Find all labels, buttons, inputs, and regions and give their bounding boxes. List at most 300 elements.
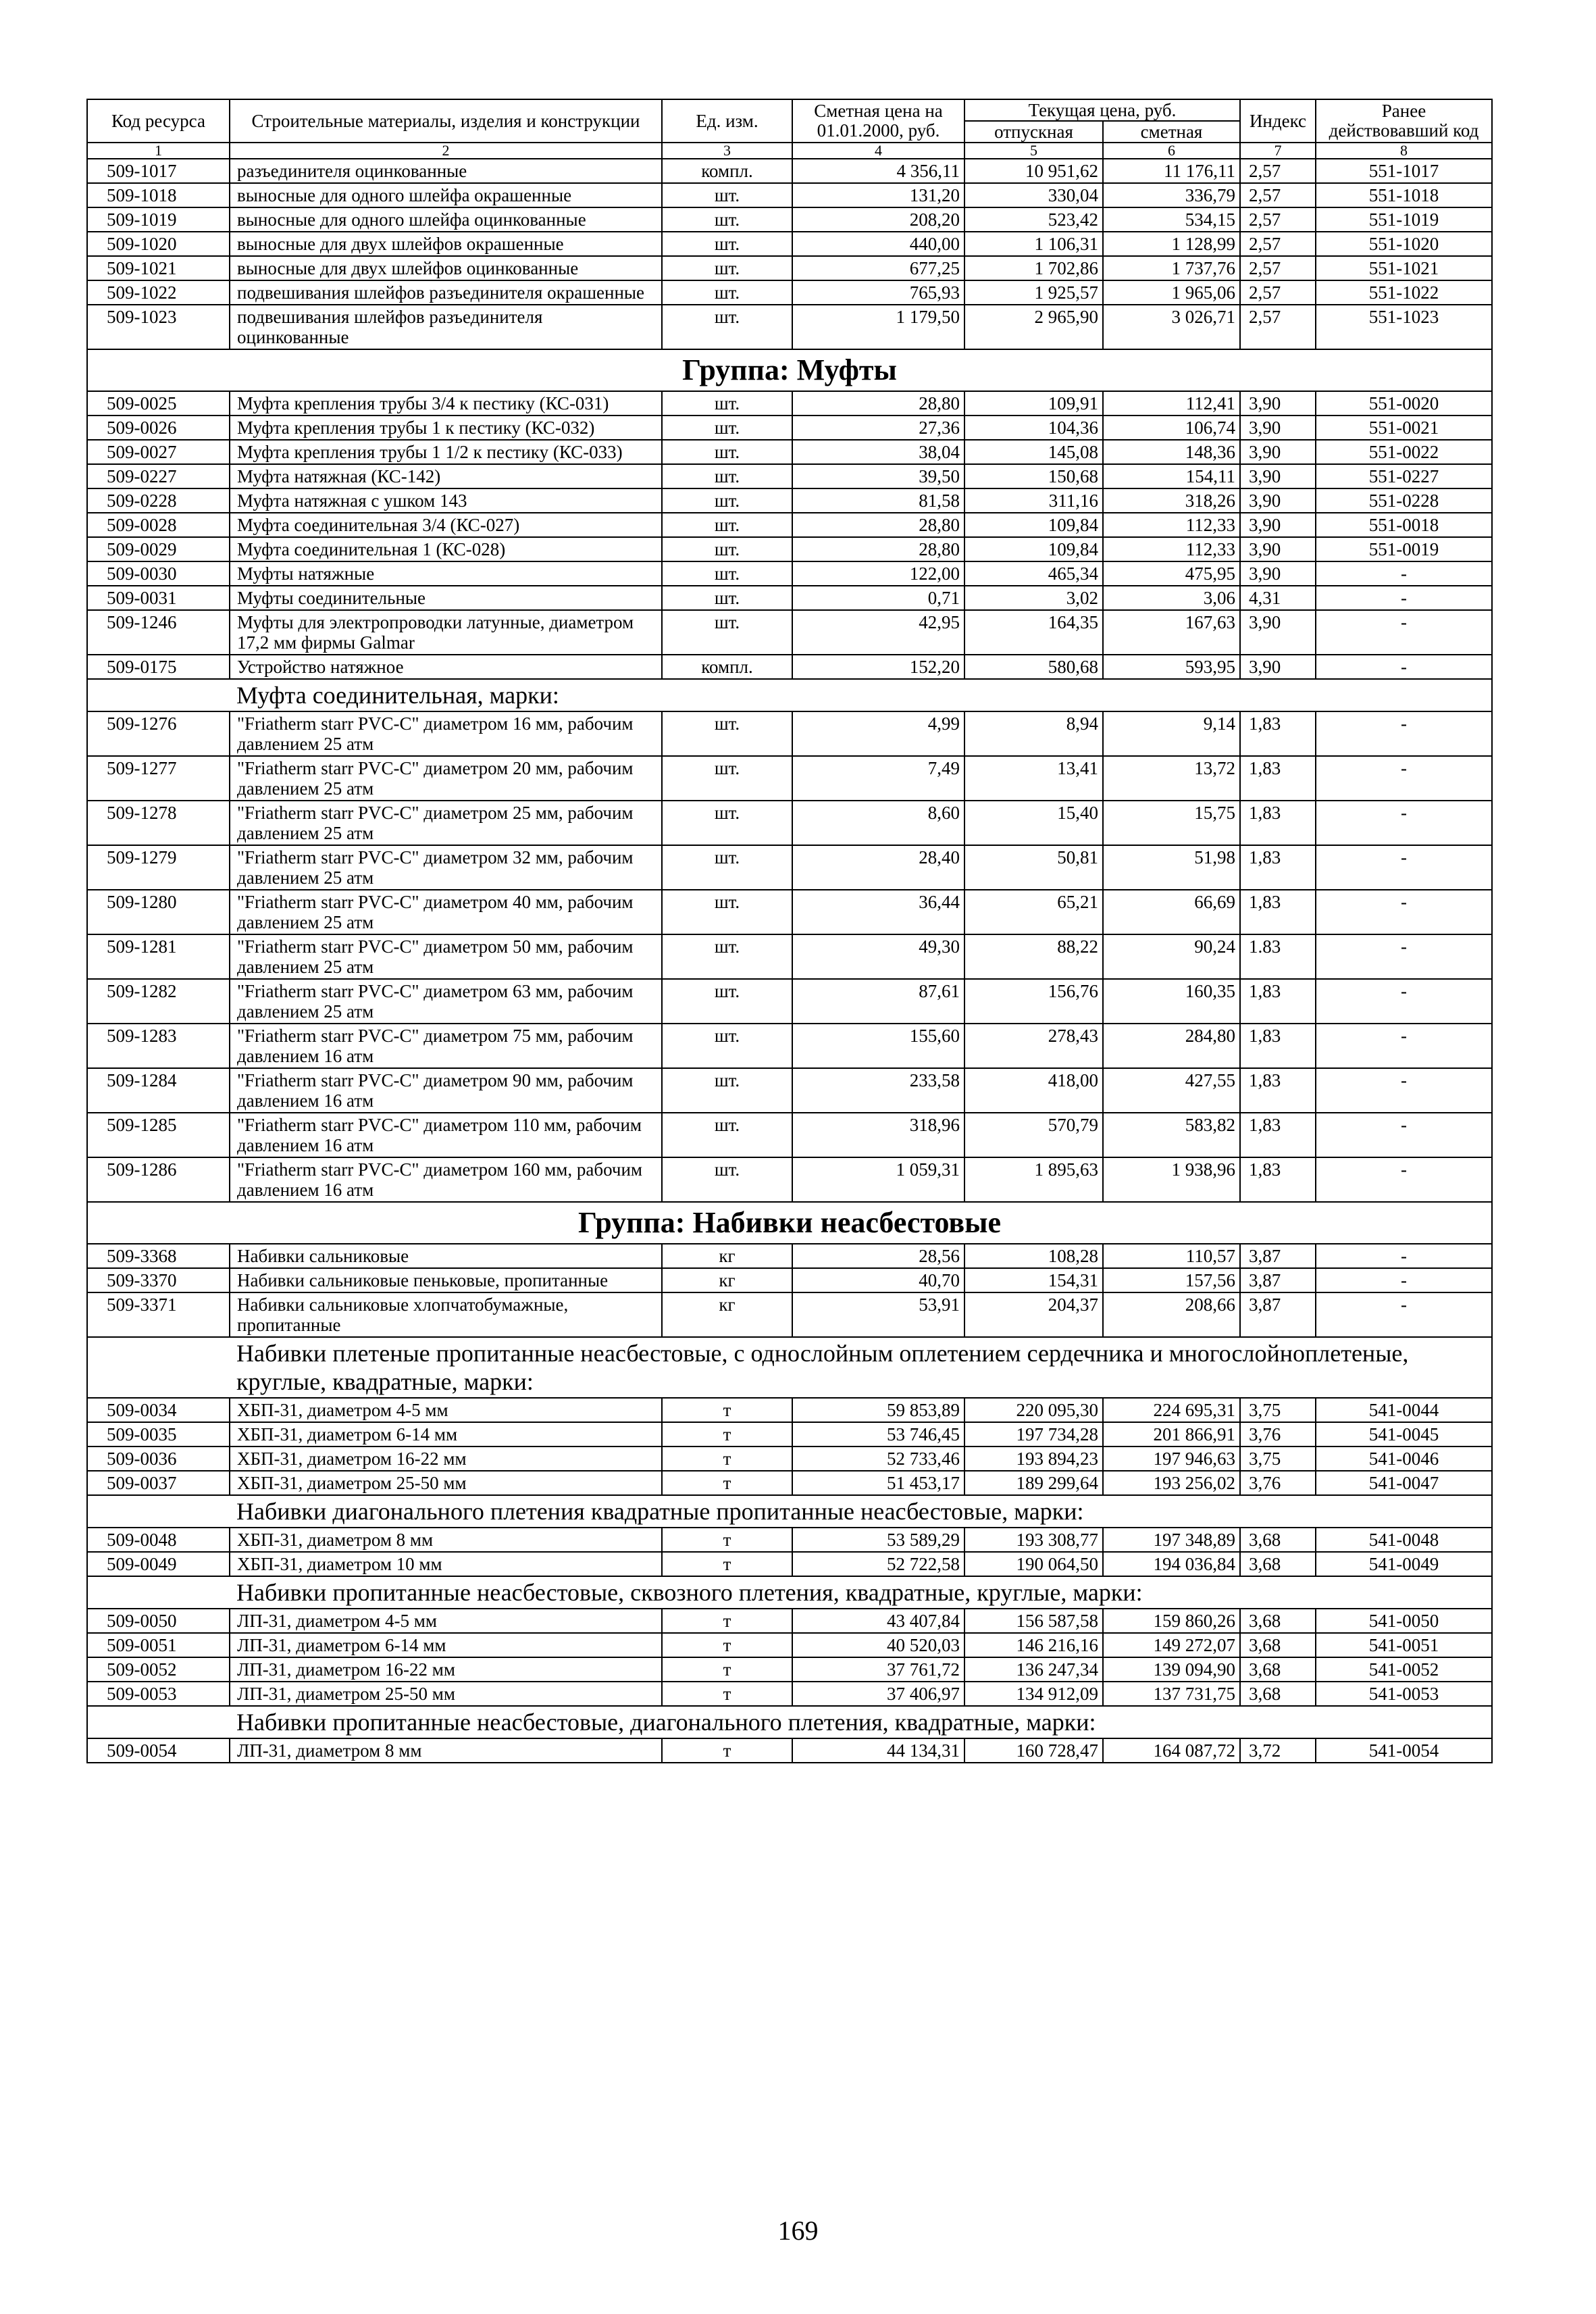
prev-code-cell: - (1316, 610, 1492, 655)
unit-cell: шт. (662, 1068, 792, 1113)
table-row (87, 1633, 1492, 1657)
material-name: ХБП-31, диаметром 16-22 мм (230, 1447, 662, 1471)
price-2000-cell: 1 059,31 (792, 1157, 964, 1202)
material-name: "Friatherm starr PVC-C" диаметром 90 мм, рабочим давлением 16 атм (230, 1068, 662, 1113)
estimated-price-cell: 139 094,90 (1103, 1657, 1240, 1682)
estimated-price-cell: 1 737,76 (1103, 256, 1240, 280)
index-cell: 3,87 (1240, 1268, 1316, 1292)
estimated-price-cell: 11 176,11 (1103, 159, 1240, 183)
unit-cell: т (662, 1633, 792, 1657)
price-2000-cell: 44 134,31 (792, 1738, 964, 1763)
resource-code: 509-0051 (87, 1633, 230, 1657)
unit-cell: шт. (662, 416, 792, 440)
resource-code: 509-0028 (87, 513, 230, 537)
material-name: "Friatherm starr PVC-C" диаметром 110 мм, рабочим давлением 16 атм (230, 1113, 662, 1157)
release-price-cell: 104,36 (964, 416, 1103, 440)
price-table-sheet (86, 99, 1491, 1763)
index-cell: 3,68 (1240, 1633, 1316, 1657)
prev-code-cell: 551-0228 (1316, 488, 1492, 513)
prev-code-cell: - (1316, 1157, 1492, 1202)
release-price-cell: 88,22 (964, 934, 1103, 979)
unit-cell: шт. (662, 1157, 792, 1202)
page-number: 169 (777, 2215, 819, 2246)
group-heading-row (87, 1202, 1492, 1244)
release-price-cell: 150,68 (964, 464, 1103, 488)
header-code: Код ресурса (87, 99, 230, 143)
price-2000-cell: 318,96 (792, 1113, 964, 1157)
table-row (87, 183, 1492, 207)
table-row (87, 1528, 1492, 1552)
index-cell: 3,68 (1240, 1552, 1316, 1576)
index-cell: 3,68 (1240, 1609, 1316, 1633)
estimated-price-cell: 112,33 (1103, 537, 1240, 561)
material-name: Устройство натяжное (230, 655, 662, 679)
price-2000-cell: 4,99 (792, 711, 964, 756)
estimated-price-cell: 284,80 (1103, 1024, 1240, 1068)
price-2000-cell: 152,20 (792, 655, 964, 679)
unit-cell: т (662, 1552, 792, 1576)
table-row (87, 1447, 1492, 1471)
price-2000-cell: 43 407,84 (792, 1609, 964, 1633)
resource-code: 509-0048 (87, 1528, 230, 1552)
index-cell: 3,75 (1240, 1447, 1316, 1471)
unit-cell: шт. (662, 756, 792, 801)
estimated-price-cell: 197 946,63 (1103, 1447, 1240, 1471)
column-number: 5 (964, 143, 1103, 159)
group-heading-row (87, 349, 1492, 391)
index-cell: 1,83 (1240, 890, 1316, 934)
price-2000-cell: 38,04 (792, 440, 964, 464)
unit-cell: шт. (662, 207, 792, 232)
table-row (87, 1268, 1492, 1292)
index-cell: 3,87 (1240, 1244, 1316, 1268)
release-price-cell: 156 587,58 (964, 1609, 1103, 1633)
table-row (87, 1609, 1492, 1633)
table-row (87, 232, 1492, 256)
material-name: Муфты натяжные (230, 561, 662, 586)
unit-cell: шт. (662, 979, 792, 1024)
index-cell: 3,90 (1240, 561, 1316, 586)
estimated-price-cell: 164 087,72 (1103, 1738, 1240, 1763)
table-row (87, 1738, 1492, 1763)
release-price-cell: 311,16 (964, 488, 1103, 513)
resource-code: 509-1282 (87, 979, 230, 1024)
release-price-cell: 109,84 (964, 537, 1103, 561)
table-row (87, 1157, 1492, 1202)
resource-code: 509-3370 (87, 1268, 230, 1292)
price-2000-cell: 155,60 (792, 1024, 964, 1068)
resource-code: 509-0049 (87, 1552, 230, 1576)
prev-code-cell: 541-0051 (1316, 1633, 1492, 1657)
material-name: "Friatherm starr PVC-C" диаметром 32 мм, рабочим давлением 25 атм (230, 845, 662, 890)
prev-code-cell: 551-0227 (1316, 464, 1492, 488)
resource-code: 509-1021 (87, 256, 230, 280)
index-cell: 2,57 (1240, 232, 1316, 256)
material-name: "Friatherm starr PVC-C" диаметром 75 мм, рабочим давлением 16 атм (230, 1024, 662, 1068)
prev-code-cell: - (1316, 934, 1492, 979)
material-name: ХБП-31, диаметром 8 мм (230, 1528, 662, 1552)
estimated-price-cell: 110,57 (1103, 1244, 1240, 1268)
price-2000-cell: 53 746,45 (792, 1422, 964, 1447)
price-2000-cell: 52 722,58 (792, 1552, 964, 1576)
estimated-price-cell: 51,98 (1103, 845, 1240, 890)
table-row (87, 1244, 1492, 1268)
index-cell: 2,57 (1240, 159, 1316, 183)
table-row (87, 1398, 1492, 1422)
estimated-price-cell: 90,24 (1103, 934, 1240, 979)
header-current-price: Текущая цена, руб. (964, 99, 1240, 121)
estimated-price-cell: 167,63 (1103, 610, 1240, 655)
estimated-price-cell: 159 860,26 (1103, 1609, 1240, 1633)
resource-code: 509-1278 (87, 801, 230, 845)
unit-cell: шт. (662, 890, 792, 934)
prev-code-cell: - (1316, 1292, 1492, 1337)
resource-code: 509-1280 (87, 890, 230, 934)
index-cell: 2,57 (1240, 207, 1316, 232)
prev-code-cell: - (1316, 1268, 1492, 1292)
release-price-cell: 2 965,90 (964, 305, 1103, 349)
price-2000-cell: 59 853,89 (792, 1398, 964, 1422)
resource-code: 509-0025 (87, 391, 230, 416)
release-price-cell: 580,68 (964, 655, 1103, 679)
unit-cell: шт. (662, 586, 792, 610)
index-cell: 1,83 (1240, 1113, 1316, 1157)
material-name: выносные для одного шлейфа оцинкованные (230, 207, 662, 232)
resource-code: 509-3371 (87, 1292, 230, 1337)
price-2000-cell: 40 520,03 (792, 1633, 964, 1657)
release-price-cell: 1 895,63 (964, 1157, 1103, 1202)
index-cell: 3,68 (1240, 1657, 1316, 1682)
price-2000-cell: 122,00 (792, 561, 964, 586)
resource-code: 509-1281 (87, 934, 230, 979)
index-cell: 3,90 (1240, 537, 1316, 561)
estimated-price-cell: 427,55 (1103, 1068, 1240, 1113)
estimated-price-cell: 1 938,96 (1103, 1157, 1240, 1202)
release-price-cell: 134 912,09 (964, 1682, 1103, 1706)
estimated-price-cell: 194 036,84 (1103, 1552, 1240, 1576)
release-price-cell: 156,76 (964, 979, 1103, 1024)
price-2000-cell: 7,49 (792, 756, 964, 801)
table-row (87, 655, 1492, 679)
unit-cell: шт. (662, 1113, 792, 1157)
release-price-cell: 160 728,47 (964, 1738, 1103, 1763)
material-name: ЛП-31, диаметром 6-14 мм (230, 1633, 662, 1657)
prev-code-cell: 551-1021 (1316, 256, 1492, 280)
material-name: выносные для одного шлейфа окрашенные (230, 183, 662, 207)
material-name: Муфты соединительные (230, 586, 662, 610)
unit-cell: шт. (662, 561, 792, 586)
resource-code: 509-0175 (87, 655, 230, 679)
unit-cell: шт. (662, 934, 792, 979)
table-row (87, 513, 1492, 537)
estimated-price-cell: 336,79 (1103, 183, 1240, 207)
material-name: Муфта натяжная с ушком 143 (230, 488, 662, 513)
table-row (87, 1471, 1492, 1495)
release-price-cell: 136 247,34 (964, 1657, 1103, 1682)
release-price-cell: 220 095,30 (964, 1398, 1103, 1422)
prev-code-cell: - (1316, 845, 1492, 890)
material-name: подвешивания шлейфов разъединителя оцинкованные (230, 305, 662, 349)
subgroup-heading: Муфта соединительная, марки: (87, 679, 1492, 711)
index-cell: 1,83 (1240, 979, 1316, 1024)
resource-code: 509-1020 (87, 232, 230, 256)
material-name: "Friatherm starr PVC-C" диаметром 20 мм, рабочим давлением 25 атм (230, 756, 662, 801)
subgroup-heading-row (87, 1495, 1492, 1528)
estimated-price-cell: 112,41 (1103, 391, 1240, 416)
unit-cell: т (662, 1738, 792, 1763)
table-row (87, 1657, 1492, 1682)
unit-cell: т (662, 1682, 792, 1706)
resource-code: 509-0054 (87, 1738, 230, 1763)
header-prev-code: Ранее действовавший код (1316, 99, 1492, 143)
price-2000-cell: 53 589,29 (792, 1528, 964, 1552)
resource-code: 509-0052 (87, 1657, 230, 1682)
table-row (87, 934, 1492, 979)
release-price-cell: 146 216,16 (964, 1633, 1103, 1657)
subgroup-heading-row (87, 1337, 1492, 1398)
material-name: Муфта крепления трубы 1 к пестику (КС-032) (230, 416, 662, 440)
prev-code-cell: - (1316, 586, 1492, 610)
estimated-price-cell: 137 731,75 (1103, 1682, 1240, 1706)
price-2000-cell: 40,70 (792, 1268, 964, 1292)
price-2000-cell: 37 406,97 (792, 1682, 964, 1706)
table-row (87, 845, 1492, 890)
unit-cell: шт. (662, 305, 792, 349)
release-price-cell: 109,91 (964, 391, 1103, 416)
index-cell: 1,83 (1240, 1157, 1316, 1202)
table-row (87, 256, 1492, 280)
unit-cell: т (662, 1657, 792, 1682)
index-cell: 2,57 (1240, 305, 1316, 349)
material-name: "Friatherm starr PVC-C" диаметром 40 мм, рабочим давлением 25 атм (230, 890, 662, 934)
prev-code-cell: - (1316, 979, 1492, 1024)
column-number: 4 (792, 143, 964, 159)
price-2000-cell: 28,40 (792, 845, 964, 890)
material-name: выносные для двух шлейфов оцинкованные (230, 256, 662, 280)
estimated-price-cell: 3 026,71 (1103, 305, 1240, 349)
estimated-price-cell: 224 695,31 (1103, 1398, 1240, 1422)
table-row (87, 280, 1492, 305)
unit-cell: т (662, 1422, 792, 1447)
index-cell: 3,87 (1240, 1292, 1316, 1337)
estimated-price-cell: 208,66 (1103, 1292, 1240, 1337)
release-price-cell: 154,31 (964, 1268, 1103, 1292)
resource-code: 509-1283 (87, 1024, 230, 1068)
prev-code-cell: 551-1023 (1316, 305, 1492, 349)
resource-code: 509-1277 (87, 756, 230, 801)
material-name: "Friatherm starr PVC-C" диаметром 160 мм, рабочим давлением 16 атм (230, 1157, 662, 1202)
material-name: Муфты для электропроводки латунные, диаметром 17,2 мм фирмы Galmar (230, 610, 662, 655)
table-row (87, 305, 1492, 349)
prev-code-cell: 551-1020 (1316, 232, 1492, 256)
table-row (87, 537, 1492, 561)
material-name: ХБП-31, диаметром 6-14 мм (230, 1422, 662, 1447)
release-price-cell: 193 894,23 (964, 1447, 1103, 1471)
price-table (86, 99, 1493, 1763)
table-row (87, 610, 1492, 655)
prev-code-cell: 541-0049 (1316, 1552, 1492, 1576)
estimated-price-cell: 106,74 (1103, 416, 1240, 440)
index-cell: 3,76 (1240, 1471, 1316, 1495)
resource-code: 509-1286 (87, 1157, 230, 1202)
material-name: ЛП-31, диаметром 8 мм (230, 1738, 662, 1763)
index-cell: 3,75 (1240, 1398, 1316, 1422)
prev-code-cell: 551-1018 (1316, 183, 1492, 207)
header-index: Индекс (1240, 99, 1316, 143)
subgroup-heading: Набивки плетеные пропитанные неасбестовые, с однослойным оплетением сердечника и многослойноплетеные, круглые, квадратные, марки: (87, 1337, 1492, 1398)
price-2000-cell: 27,36 (792, 416, 964, 440)
table-row (87, 464, 1492, 488)
release-price-cell: 145,08 (964, 440, 1103, 464)
table-row (87, 561, 1492, 586)
estimated-price-cell: 9,14 (1103, 711, 1240, 756)
price-2000-cell: 0,71 (792, 586, 964, 610)
unit-cell: шт. (662, 711, 792, 756)
resource-code: 509-0036 (87, 1447, 230, 1471)
table-row (87, 1422, 1492, 1447)
resource-code: 509-0031 (87, 586, 230, 610)
index-cell: 1,83 (1240, 845, 1316, 890)
prev-code-cell: 551-1019 (1316, 207, 1492, 232)
index-cell: 3,90 (1240, 464, 1316, 488)
material-name: Набивки сальниковые пеньковые, пропитанные (230, 1268, 662, 1292)
prev-code-cell: 541-0048 (1316, 1528, 1492, 1552)
material-name: выносные для двух шлейфов окрашенные (230, 232, 662, 256)
index-cell: 3,90 (1240, 488, 1316, 513)
price-2000-cell: 208,20 (792, 207, 964, 232)
index-cell: 3,90 (1240, 391, 1316, 416)
index-cell: 3,90 (1240, 610, 1316, 655)
subgroup-heading: Набивки пропитанные неасбестовые, сквозного плетения, квадратные, круглые, марки: (87, 1576, 1492, 1609)
header-release-price: отпускная (964, 121, 1103, 143)
material-name: "Friatherm starr PVC-C" диаметром 16 мм, рабочим давлением 25 атм (230, 711, 662, 756)
unit-cell: т (662, 1609, 792, 1633)
subgroup-heading-row (87, 679, 1492, 711)
resource-code: 509-0050 (87, 1609, 230, 1633)
index-cell: 1,83 (1240, 756, 1316, 801)
price-2000-cell: 28,80 (792, 391, 964, 416)
table-row (87, 1113, 1492, 1157)
table-row (87, 1292, 1492, 1337)
index-cell: 1,83 (1240, 801, 1316, 845)
prev-code-cell: - (1316, 1113, 1492, 1157)
price-2000-cell: 765,93 (792, 280, 964, 305)
unit-cell: шт. (662, 537, 792, 561)
resource-code: 509-1284 (87, 1068, 230, 1113)
index-cell: 3,68 (1240, 1528, 1316, 1552)
table-row (87, 711, 1492, 756)
unit-cell: шт. (662, 801, 792, 845)
price-2000-cell: 42,95 (792, 610, 964, 655)
release-price-cell: 50,81 (964, 845, 1103, 890)
column-number: 3 (662, 143, 792, 159)
release-price-cell: 193 308,77 (964, 1528, 1103, 1552)
release-price-cell: 204,37 (964, 1292, 1103, 1337)
price-2000-cell: 440,00 (792, 232, 964, 256)
unit-cell: шт. (662, 256, 792, 280)
material-name: ХБП-31, диаметром 4-5 мм (230, 1398, 662, 1422)
header-unit: Ед. изм. (662, 99, 792, 143)
prev-code-cell: 541-0044 (1316, 1398, 1492, 1422)
material-name: Муфта крепления трубы 1 1/2 к пестику (КС-033) (230, 440, 662, 464)
price-2000-cell: 52 733,46 (792, 1447, 964, 1471)
estimated-price-cell: 201 866,91 (1103, 1422, 1240, 1447)
unit-cell: шт. (662, 183, 792, 207)
unit-cell: шт. (662, 488, 792, 513)
prev-code-cell: - (1316, 756, 1492, 801)
estimated-price-cell: 318,26 (1103, 488, 1240, 513)
release-price-cell: 1 702,86 (964, 256, 1103, 280)
table-row (87, 1024, 1492, 1068)
unit-cell: шт. (662, 391, 792, 416)
subgroup-heading: Набивки пропитанные неасбестовые, диагонального плетения, квадратные, марки: (87, 1706, 1492, 1738)
unit-cell: т (662, 1528, 792, 1552)
resource-code: 509-0227 (87, 464, 230, 488)
prev-code-cell: - (1316, 655, 1492, 679)
price-2000-cell: 87,61 (792, 979, 964, 1024)
estimated-price-cell: 149 272,07 (1103, 1633, 1240, 1657)
price-2000-cell: 36,44 (792, 890, 964, 934)
prev-code-cell: 551-0022 (1316, 440, 1492, 464)
release-price-cell: 570,79 (964, 1113, 1103, 1157)
index-cell: 2,57 (1240, 183, 1316, 207)
table-row (87, 1682, 1492, 1706)
table-row (87, 488, 1492, 513)
unit-cell: шт. (662, 1024, 792, 1068)
table-row (87, 979, 1492, 1024)
unit-cell: кг (662, 1244, 792, 1268)
estimated-price-cell: 193 256,02 (1103, 1471, 1240, 1495)
unit-cell: т (662, 1398, 792, 1422)
column-number: 8 (1316, 143, 1492, 159)
table-body (87, 159, 1492, 1763)
subgroup-heading: Набивки диагонального плетения квадратные пропитанные неасбестовые, марки: (87, 1495, 1492, 1528)
table-row (87, 207, 1492, 232)
release-price-cell: 10 951,62 (964, 159, 1103, 183)
estimated-price-cell: 148,36 (1103, 440, 1240, 464)
price-2000-cell: 28,80 (792, 537, 964, 561)
subgroup-heading-row (87, 1576, 1492, 1609)
price-2000-cell: 37 761,72 (792, 1657, 964, 1682)
price-2000-cell: 49,30 (792, 934, 964, 979)
unit-cell: компл. (662, 159, 792, 183)
price-2000-cell: 51 453,17 (792, 1471, 964, 1495)
resource-code: 509-3368 (87, 1244, 230, 1268)
resource-code: 509-0035 (87, 1422, 230, 1447)
index-cell: 3,90 (1240, 416, 1316, 440)
resource-code: 509-0026 (87, 416, 230, 440)
estimated-price-cell: 157,56 (1103, 1268, 1240, 1292)
prev-code-cell: 551-0020 (1316, 391, 1492, 416)
index-cell: 1,83 (1240, 711, 1316, 756)
resource-code: 509-1017 (87, 159, 230, 183)
estimated-price-cell: 15,75 (1103, 801, 1240, 845)
price-2000-cell: 8,60 (792, 801, 964, 845)
release-price-cell: 15,40 (964, 801, 1103, 845)
release-price-cell: 1 925,57 (964, 280, 1103, 305)
index-cell: 3,68 (1240, 1682, 1316, 1706)
table-row (87, 586, 1492, 610)
material-name: ХБП-31, диаметром 25-50 мм (230, 1471, 662, 1495)
prev-code-cell: - (1316, 561, 1492, 586)
prev-code-cell: - (1316, 1024, 1492, 1068)
material-name: Муфта соединительная 3/4 (КС-027) (230, 513, 662, 537)
table-row (87, 440, 1492, 464)
estimated-price-cell: 593,95 (1103, 655, 1240, 679)
release-price-cell: 189 299,64 (964, 1471, 1103, 1495)
prev-code-cell: 541-0047 (1316, 1471, 1492, 1495)
prev-code-cell: 551-0021 (1316, 416, 1492, 440)
